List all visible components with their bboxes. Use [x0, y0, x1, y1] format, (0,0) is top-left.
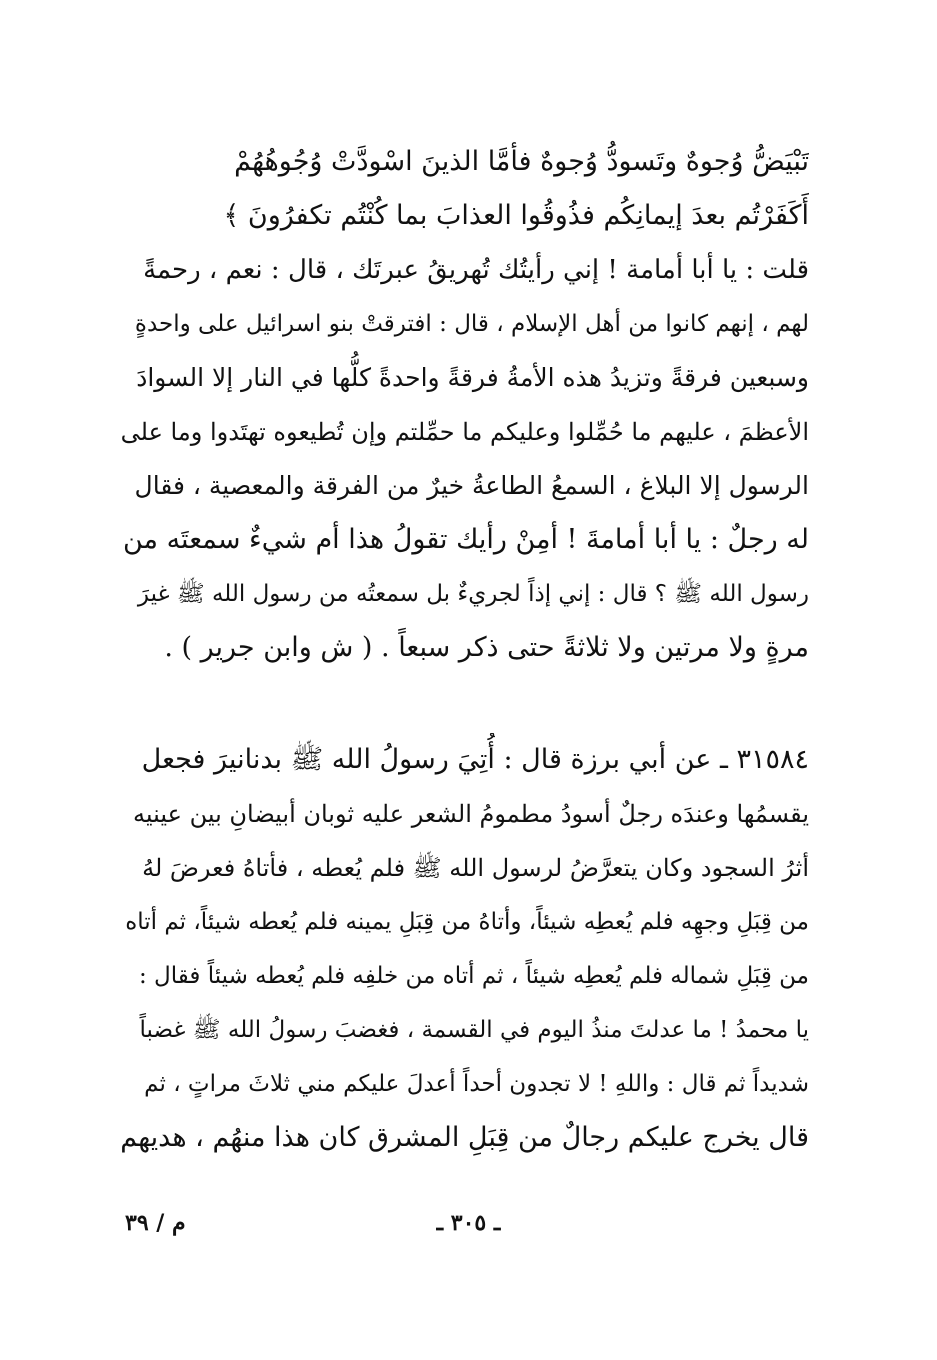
text-line: قال يخرج عليكم رجالٌ من قِبَلِ المشرق كان هذا منهُم ، هديهم [120, 1122, 809, 1153]
text-line: له رجلٌ : يا أبا أمامةَ ! أمِنْ رأيك تقولُ هذا أم شيءٌ سمعتَه من [122, 524, 809, 555]
text-line: مرةٍ ولا مرتين ولا ثلاثةً حتى ذكر سبعاً . ( ش وابن جرير ) . [164, 632, 809, 663]
page-number: ـ ٣٠٥ ـ [436, 1210, 501, 1236]
text-line: لهم ، إنهم كانوا من أهل الإسلام ، قال : افترقتْ بنو اسرائيل على واحدةٍ [134, 311, 809, 337]
hadith-31584 [120, 733, 809, 1165]
text-line: وسبعين فرقةً وتزيدُ هذه الأمةُ فرقةً واحدةً كلُّها في النار إلا السوادَ [136, 363, 809, 392]
text-line: قلت : يا أبا أمامة ! إني رأيتُك تُهريقُ عبرتَك ، قال : نعم ، رحمةً [143, 255, 809, 285]
text-line: تَبْيَضُّ وُجوهٌ وتَسودُّ وُجوهٌ فأمَّا الذينَ اسْودَّتْ وُجُوهُهُمْ [234, 146, 809, 177]
text-line: أَكَفَرْتُم بعدَ إيمانِكُم فذُوقُوا العذابَ بما كُنْتُم تكفرُونَ ﴾ [223, 200, 809, 231]
text-line: رسول الله ﷺ ؟ قال : إني إذاً لجريءٌ بل سمعتُه من رسول الله ﷺ غيرَ [137, 581, 809, 607]
text-line: من قِبَلِ شماله فلم يُعطِه شيئاً ، ثم أتاه من خلفِه فلم يُعطه شيئاً فقال : [138, 963, 809, 989]
passage-continuation [120, 135, 809, 675]
page-footer [0, 1210, 937, 1250]
text-line: شديداً ثم قال : واللهِ ! لا تجدون أحداً أعدلَ عليكم مني ثلاثَ مراتٍ ، ثم [144, 1071, 809, 1097]
signature-mark: م / ٣٩ [125, 1210, 186, 1236]
text-line: الرسول إلا البلاغ ، السمعُ الطاعةُ خيرٌ من الفرقة والمعصية ، فقال [134, 471, 809, 500]
text-line: أثرُ السجود وكان يتعرَّضُ لرسول الله ﷺ فلم يُعطه ، فأتاهُ فعرضَ لهُ [142, 854, 809, 882]
text-line: الأعظمَ ، عليهم ما حُمِّلوا وعليكم ما حمِّلتم وإن تُطيعوه تهتَدوا وما على [120, 418, 809, 446]
text-line: يقسمُها وعندَه رجلٌ أسودُ مطمومُ الشعر عليه ثوبان أبيضانِ بين عينيه [133, 800, 809, 828]
text-line: يا محمدُ ! ما عدلتَ منذُ اليوم في القسمة ، فغضبَ رسولُ الله ﷺ غضباً [139, 1017, 809, 1043]
text-line: من قِبَلِ وجهِه فلم يُعطِه شيئاً، وأتاهُ من قِبَلِ يمينه فلم يُعطه شيئاً، ثم أتاه [125, 909, 809, 935]
text-line: ٣١٥٨٤ ـ عن أبي برزة قال : أُتِيَ رسولُ الله ﷺ بدنانيرَ فجعل [141, 744, 809, 775]
